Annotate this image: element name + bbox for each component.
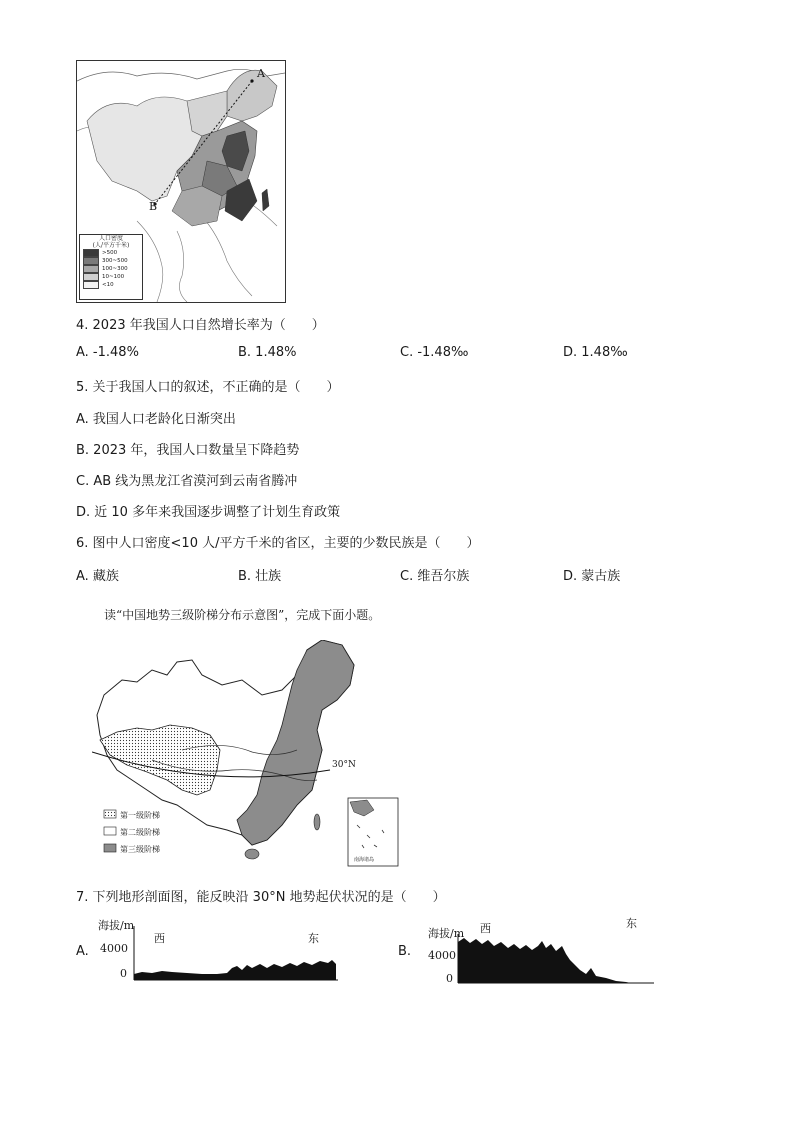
profile-b-graphic [456, 934, 654, 984]
profile-a-ylabel: 海拔/m [98, 919, 135, 932]
q6-option-d: D. 蒙古族 [563, 569, 621, 584]
q5-option-d: D. 近 10 多年来我国逐步调整了计划生育政策 [76, 505, 341, 520]
legend-swatch [83, 257, 99, 265]
profile-b-tick-4000: 4000 [428, 949, 456, 962]
q5-option-c: C. AB 线为黑龙江省漠河到云南省腾冲 [76, 474, 298, 489]
legend-swatch-step1 [104, 810, 116, 818]
legend-item: >500 [80, 249, 142, 257]
q4-option-d: D. 1.48‰ [563, 345, 628, 360]
profile-a-option: A. [76, 944, 89, 959]
point-b-label: B [149, 200, 158, 213]
latitude-label: 30°N [332, 760, 356, 770]
legend-item: 100~300 [80, 265, 142, 273]
population-density-map [76, 60, 286, 303]
profile-a-east: 东 [308, 932, 319, 945]
point-a-label: A [257, 67, 265, 80]
profile-b-east: 东 [626, 917, 637, 930]
q6-option-a: A. 藏族 [76, 569, 119, 584]
legend-label-step2: 第二级阶梯 [120, 828, 160, 837]
profile-b-west: 西 [480, 922, 491, 935]
legend-item: 300~500 [80, 257, 142, 265]
legend-item: 10~100 [80, 273, 142, 281]
profile-b-option: B. [398, 944, 412, 959]
q6-option-c: C. 维吾尔族 [400, 569, 470, 584]
q4-option-b: B. 1.48% [238, 345, 297, 360]
profile-a-west: 西 [154, 932, 165, 945]
question-6-stem: 6. 图中人口密度<10 人/平方千米的省区，主要的少数民族是（ ） [76, 536, 480, 551]
profile-a [76, 912, 346, 984]
inset-label: 南海诸岛 [354, 857, 375, 863]
q4-option-a: A. -1.48% [76, 345, 139, 360]
q5-option-b: B. 2023 年，我国人口数量呈下降趋势 [76, 443, 300, 458]
q4-option-c: C. -1.48‰ [400, 345, 469, 360]
profile-b [398, 912, 668, 984]
legend-swatch [83, 273, 99, 281]
q5-option-a: A. 我国人口老龄化日渐突出 [76, 412, 236, 427]
legend-label-step1: 第一级阶梯 [120, 811, 160, 820]
profile-a-tick-4000: 4000 [100, 942, 128, 955]
profile-b-ylabel: 海拔/m [428, 927, 465, 940]
profile-b-tick-0: 0 [446, 972, 453, 985]
question-7-stem: 7. 下列地形剖面图，能反映沿 30°N 地势起伏状况的是（ ） [76, 890, 446, 905]
legend-item: <10 [80, 281, 142, 289]
question-5-stem: 5. 关于我国人口的叙述，不正确的是（ ） [76, 380, 340, 395]
q6-option-b: B. 壮族 [238, 569, 282, 584]
profile-a-tick-0: 0 [120, 967, 127, 980]
legend-title: 人口密度 [98, 235, 123, 242]
legend-swatch [83, 281, 99, 289]
legend-swatch [83, 249, 99, 257]
terrain-steps-map [92, 640, 410, 868]
legend-swatch [83, 265, 99, 273]
legend-swatch-step2 [104, 827, 116, 835]
legend-unit: (人/平方千米) [92, 242, 130, 249]
density-legend [79, 234, 143, 300]
profile-a-graphic [132, 926, 338, 982]
question-4-stem: 4. 2023 年我国人口自然增长率为（ ） [76, 318, 325, 333]
legend-swatch-step3 [104, 844, 116, 852]
legend-label-step3: 第三级阶梯 [120, 845, 160, 854]
section-intro: 读“中国地势三级阶梯分布示意图”，完成下面小题。 [104, 608, 381, 622]
